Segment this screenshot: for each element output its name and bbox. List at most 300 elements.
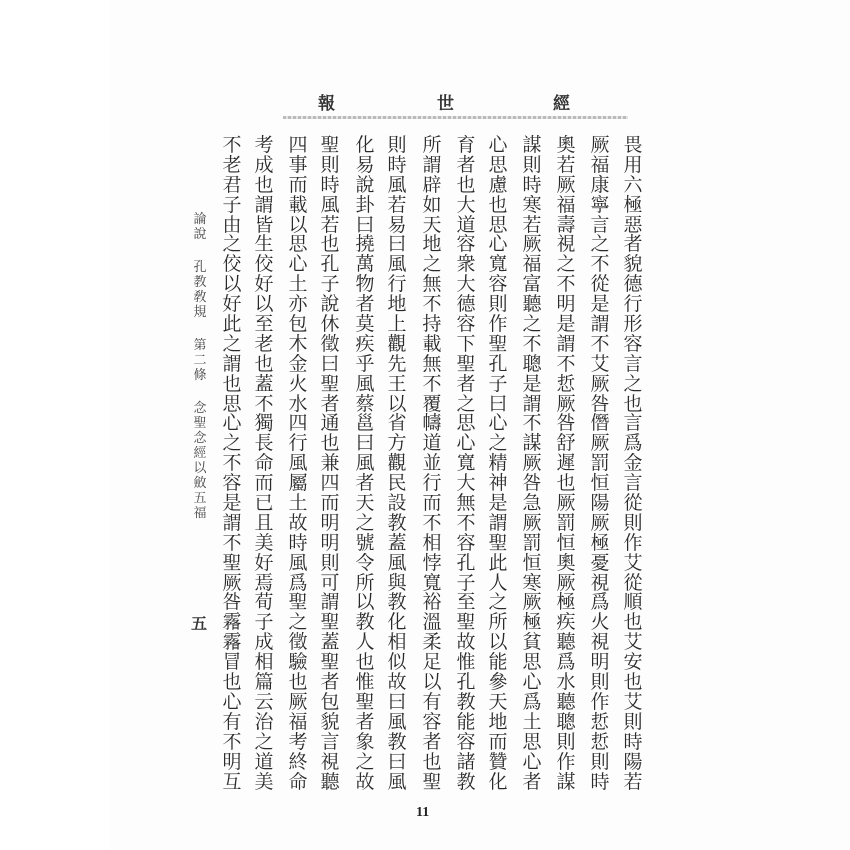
- text-char: 風: [355, 372, 375, 395]
- text-char: 言: [623, 352, 643, 375]
- text-char: 成: [254, 153, 274, 176]
- text-char: 寧: [590, 193, 610, 216]
- text-char: 者: [355, 293, 375, 316]
- text-char: 則: [623, 710, 643, 733]
- text-char: 曰: [355, 432, 375, 455]
- footer-char: 念: [193, 431, 207, 446]
- text-char: 裕: [422, 591, 442, 614]
- text-char: 土: [288, 492, 308, 515]
- text-char: 說: [320, 293, 340, 316]
- text-char: 之: [556, 253, 576, 276]
- text-char: 已: [254, 492, 274, 515]
- text-char: 貌: [320, 710, 340, 733]
- text-char: 爲: [288, 571, 308, 594]
- text-char: 時: [623, 730, 643, 753]
- text-char: 悊: [590, 710, 610, 733]
- text-char: 言: [320, 730, 340, 753]
- text-char: 謂: [222, 352, 242, 375]
- text-char: 時: [387, 153, 407, 176]
- text-char: 之: [488, 591, 508, 614]
- text-char: 無: [422, 273, 442, 296]
- text-char: 大: [456, 273, 476, 296]
- text-char: 極: [590, 531, 610, 554]
- text-char: 以: [422, 671, 442, 694]
- text-char: 聽: [556, 631, 576, 654]
- text-char: 道: [254, 750, 274, 773]
- text-char: 孔: [320, 253, 340, 276]
- text-char: 好: [254, 273, 274, 296]
- text-char: 通: [320, 412, 340, 435]
- text-char: 驗: [288, 651, 308, 674]
- text-char: 子: [222, 193, 242, 216]
- text-char: 則: [590, 750, 610, 773]
- text-char: 考: [288, 730, 308, 753]
- text-char: 邕: [355, 412, 375, 435]
- text-char: 教: [387, 730, 407, 753]
- text-char: 作: [623, 531, 643, 554]
- text-char: 不: [422, 293, 442, 316]
- text-char: 幬: [422, 412, 442, 435]
- text-char: 老: [254, 332, 274, 355]
- text-char: 有: [222, 710, 242, 733]
- text-char: 皆: [254, 213, 274, 236]
- text-char: 聰: [522, 352, 542, 375]
- text-char: 神: [488, 472, 508, 495]
- text-char: 厥: [590, 134, 610, 156]
- text-char: 也: [488, 193, 508, 216]
- text-char: 之: [488, 432, 508, 455]
- text-char: 福: [590, 153, 610, 176]
- text-char: 地: [387, 293, 407, 316]
- text-char: 水: [556, 671, 576, 694]
- section-page-number: 五: [191, 614, 208, 633]
- text-char: 不: [556, 352, 576, 375]
- text-char: 不: [522, 332, 542, 355]
- text-column: [354, 136, 376, 792]
- text-char: 從: [623, 492, 643, 515]
- text-char: 先: [387, 352, 407, 375]
- text-char: 柔: [422, 631, 442, 654]
- text-char: 厥: [556, 392, 576, 415]
- text-char: 惟: [456, 651, 476, 674]
- text-char: 佼: [254, 253, 274, 276]
- text-char: 也: [254, 352, 274, 375]
- footer-char: 說: [193, 227, 207, 242]
- text-char: 民: [387, 472, 407, 495]
- text-char: 水: [288, 392, 308, 415]
- text-char: 思: [488, 153, 508, 176]
- text-char: 考: [254, 134, 274, 156]
- text-char: 爲: [590, 591, 610, 614]
- text-char: 相: [254, 651, 274, 674]
- text-column: [386, 136, 408, 792]
- text-char: 容: [456, 313, 476, 336]
- text-char: 聖: [488, 531, 508, 554]
- text-char: 寒: [522, 571, 542, 594]
- text-char: 心: [488, 412, 508, 435]
- text-char: 容: [222, 472, 242, 495]
- text-char: 是: [488, 492, 508, 515]
- text-column: [421, 136, 443, 792]
- text-char: 也: [456, 173, 476, 196]
- text-char: 厥: [522, 233, 542, 256]
- text-char: 者: [456, 372, 476, 395]
- text-char: 曰: [320, 352, 340, 375]
- text-char: 孔: [456, 671, 476, 694]
- text-char: 也: [320, 233, 340, 256]
- text-char: 載: [288, 193, 308, 216]
- text-char: 之: [456, 392, 476, 415]
- text-char: 此: [222, 313, 242, 336]
- text-char: 心: [288, 253, 308, 276]
- text-char: 亦: [288, 293, 308, 316]
- text-char: 衆: [456, 253, 476, 276]
- text-char: 時: [590, 770, 610, 793]
- running-footer-title: [192, 212, 208, 521]
- text-char: 以: [254, 293, 274, 316]
- header-char-shi: 世: [437, 94, 454, 114]
- text-char: 憂: [590, 551, 610, 574]
- footer-char: 斂: [193, 476, 207, 491]
- text-char: 也: [222, 372, 242, 395]
- header-rule: [283, 116, 628, 119]
- text-char: 聖: [320, 611, 340, 634]
- text-char: 從: [590, 273, 610, 296]
- text-char: 且: [254, 511, 274, 534]
- text-char: 聽: [522, 293, 542, 316]
- text-char: 視: [590, 571, 610, 594]
- text-char: 木: [288, 332, 308, 355]
- text-char: 思: [456, 412, 476, 435]
- text-char: 子: [254, 611, 274, 634]
- text-char: 也: [623, 392, 643, 415]
- text-char: 思: [222, 392, 242, 415]
- text-char: 不: [456, 511, 476, 534]
- text-char: 四: [288, 134, 308, 156]
- text-char: 風: [355, 452, 375, 475]
- text-column: [319, 136, 341, 792]
- text-char: 聖: [320, 372, 340, 395]
- text-char: 謀: [556, 770, 576, 793]
- text-char: 悖: [422, 551, 442, 574]
- text-char: 曰: [387, 690, 407, 713]
- text-char: 與: [387, 571, 407, 594]
- text-char: 以: [222, 273, 242, 296]
- text-char: 艾: [623, 551, 643, 574]
- text-char: 能: [456, 710, 476, 733]
- text-char: 長: [254, 432, 274, 455]
- text-char: 金: [288, 352, 308, 375]
- text-char: 爲: [556, 651, 576, 674]
- text-char: 不: [522, 412, 542, 435]
- text-char: 蓋: [254, 372, 274, 395]
- text-char: 之: [222, 233, 242, 256]
- text-char: 蓋: [320, 631, 340, 654]
- text-char: 則: [522, 153, 542, 176]
- text-char: 視: [590, 631, 610, 654]
- text-char: 者: [355, 710, 375, 733]
- text-char: 急: [522, 492, 542, 515]
- text-char: 心: [222, 412, 242, 435]
- text-char: 不: [254, 392, 274, 415]
- text-char: 順: [623, 591, 643, 614]
- text-char: 以: [355, 591, 375, 614]
- text-char: 冒: [222, 651, 242, 674]
- text-char: 無: [456, 492, 476, 515]
- text-char: 風: [387, 551, 407, 574]
- text-char: 福: [288, 710, 308, 733]
- text-char: 恒: [556, 531, 576, 554]
- text-char: 康: [590, 173, 610, 196]
- text-char: 有: [422, 690, 442, 713]
- text-char: 福: [556, 193, 576, 216]
- text-char: 故: [355, 770, 375, 793]
- text-char: 用: [623, 153, 643, 176]
- text-column: [487, 136, 509, 792]
- text-char: 觀: [387, 332, 407, 355]
- text-char: 聖: [320, 651, 340, 674]
- text-char: 而: [288, 173, 308, 196]
- text-char: 不: [422, 511, 442, 534]
- text-char: 思: [488, 213, 508, 236]
- text-char: 明: [320, 511, 340, 534]
- text-char: 德: [456, 293, 476, 316]
- text-char: 謂: [522, 392, 542, 415]
- text-char: 設: [387, 492, 407, 515]
- page-number: 11: [416, 805, 430, 820]
- text-char: 容: [488, 273, 508, 296]
- text-char: 天: [355, 492, 375, 515]
- text-char: 而: [320, 492, 340, 515]
- text-char: 咎: [556, 412, 576, 435]
- text-char: 令: [355, 551, 375, 574]
- text-char: 下: [456, 332, 476, 355]
- footer-char: 規: [193, 305, 207, 320]
- text-char: 厥: [522, 452, 542, 475]
- text-char: 厥: [556, 571, 576, 594]
- text-char: 也: [288, 671, 308, 694]
- text-char: 極: [556, 591, 576, 614]
- text-char: 明: [590, 651, 610, 674]
- text-char: 作: [556, 750, 576, 773]
- footer-char: 教: [193, 275, 207, 290]
- text-char: 福: [522, 253, 542, 276]
- text-char: 精: [488, 452, 508, 475]
- footer-char: 五: [193, 491, 207, 506]
- text-char: 咎: [522, 472, 542, 495]
- text-char: 容: [456, 531, 476, 554]
- text-char: 人: [488, 571, 508, 594]
- text-char: 悊: [590, 730, 610, 753]
- text-char: 子: [456, 571, 476, 594]
- text-char: 容: [456, 730, 476, 753]
- text-char: 行: [422, 472, 442, 495]
- text-char: 不: [422, 372, 442, 395]
- text-char: 風: [288, 452, 308, 475]
- text-char: 聖: [355, 690, 375, 713]
- text-char: 僭: [590, 412, 610, 435]
- text-char: 霿: [222, 611, 242, 634]
- text-column: [521, 136, 543, 792]
- text-char: 貧: [522, 631, 542, 654]
- text-char: 教: [387, 591, 407, 614]
- text-char: 謂: [488, 511, 508, 534]
- text-char: 視: [320, 750, 340, 773]
- text-char: 蔡: [355, 392, 375, 415]
- text-char: 則: [556, 730, 576, 753]
- footer-char: 敎: [193, 290, 207, 305]
- text-char: 持: [422, 313, 442, 336]
- text-char: 四: [288, 412, 308, 435]
- text-char: 言: [590, 213, 610, 236]
- text-char: 物: [355, 273, 375, 296]
- text-char: 者: [623, 233, 643, 256]
- text-char: 之: [355, 750, 375, 773]
- text-char: 言: [623, 472, 643, 495]
- text-char: 遲: [556, 452, 576, 475]
- text-char: 心: [488, 134, 508, 156]
- text-char: 若: [522, 213, 542, 236]
- text-char: 教: [387, 511, 407, 534]
- text-char: 悊: [556, 372, 576, 395]
- text-char: 謀: [522, 134, 542, 156]
- text-char: 以: [488, 631, 508, 654]
- text-char: 聖: [422, 770, 442, 793]
- text-char: 霿: [222, 631, 242, 654]
- header-char-bao: 報: [318, 94, 335, 114]
- text-char: 天: [422, 213, 442, 236]
- text-char: 所: [422, 134, 442, 156]
- text-char: 卦: [355, 193, 375, 216]
- text-char: 云: [254, 690, 274, 713]
- text-char: 厥: [522, 511, 542, 534]
- text-char: 時: [320, 173, 340, 196]
- text-char: 也: [320, 432, 340, 455]
- text-char: 思: [288, 233, 308, 256]
- text-char: 所: [355, 571, 375, 594]
- text-char: 是: [590, 293, 610, 316]
- text-char: 如: [422, 193, 442, 216]
- text-char: 言: [623, 412, 643, 435]
- text-char: 者: [320, 392, 340, 415]
- text-char: 土: [288, 273, 308, 296]
- text-char: 容: [422, 710, 442, 733]
- text-char: 從: [623, 571, 643, 594]
- text-char: 則: [623, 511, 643, 534]
- footer-char: 二: [193, 353, 207, 368]
- footer-char: 念: [193, 401, 207, 416]
- text-char: 育: [456, 134, 476, 156]
- text-char: 也: [254, 173, 274, 196]
- text-char: 厥: [522, 591, 542, 614]
- text-char: 莫: [355, 313, 375, 336]
- text-char: 風: [387, 770, 407, 793]
- text-char: 生: [254, 233, 274, 256]
- text-char: 而: [422, 492, 442, 515]
- text-char: 形: [623, 313, 643, 336]
- text-char: 之: [623, 372, 643, 395]
- text-column: [555, 136, 577, 792]
- footer-char: [192, 383, 208, 401]
- text-char: 行: [623, 293, 643, 316]
- text-char: 地: [422, 233, 442, 256]
- text-char: 聖: [222, 551, 242, 574]
- text-char: 可: [320, 571, 340, 594]
- text-char: 天: [488, 690, 508, 713]
- text-char: 也: [422, 750, 442, 773]
- text-char: 奧: [556, 134, 576, 156]
- text-column: [622, 136, 644, 792]
- text-char: 地: [488, 710, 508, 733]
- text-char: 火: [590, 611, 610, 634]
- text-char: 視: [556, 233, 576, 256]
- text-char: 是: [556, 313, 576, 336]
- text-char: 安: [623, 651, 643, 674]
- text-char: 化: [355, 134, 375, 156]
- text-char: 金: [623, 452, 643, 475]
- text-char: 行: [288, 432, 308, 455]
- text-char: 謀: [522, 432, 542, 455]
- text-char: 徵: [320, 332, 340, 355]
- text-char: 風: [387, 253, 407, 276]
- text-char: 不: [222, 730, 242, 753]
- text-char: 奧: [556, 551, 576, 574]
- text-char: 謂: [320, 591, 340, 614]
- text-char: 明: [222, 750, 242, 773]
- text-char: 獨: [254, 412, 274, 435]
- text-char: 慮: [488, 173, 508, 196]
- footer-char: 第: [193, 338, 207, 353]
- text-char: 則: [387, 134, 407, 156]
- text-char: 咎: [222, 591, 242, 614]
- text-char: 則: [488, 293, 508, 316]
- text-char: 罰: [522, 531, 542, 554]
- text-char: 疾: [556, 611, 576, 634]
- text-char: 終: [288, 750, 308, 773]
- text-char: 心: [522, 750, 542, 773]
- text-char: 曰: [387, 233, 407, 256]
- text-char: 陽: [590, 492, 610, 515]
- text-char: 諸: [456, 750, 476, 773]
- text-char: 蓋: [387, 531, 407, 554]
- text-char: 包: [320, 690, 340, 713]
- text-char: 厥: [556, 173, 576, 196]
- text-char: 陽: [623, 750, 643, 773]
- text-char: 則: [320, 551, 340, 574]
- text-char: 罰: [556, 511, 576, 534]
- text-char: 命: [288, 770, 308, 793]
- text-char: 覆: [422, 392, 442, 415]
- text-char: 互: [222, 770, 242, 793]
- text-char: 方: [387, 432, 407, 455]
- text-char: 謂: [222, 511, 242, 534]
- text-char: 事: [288, 153, 308, 176]
- text-char: 道: [422, 432, 442, 455]
- text-char: 子: [320, 273, 340, 296]
- text-char: 徵: [288, 631, 308, 654]
- text-char: 乎: [355, 352, 375, 375]
- text-column: [287, 136, 309, 792]
- text-char: 足: [422, 651, 442, 674]
- text-char: 至: [254, 313, 274, 336]
- text-char: 舒: [556, 432, 576, 455]
- text-char: 荀: [254, 591, 274, 614]
- footer-char: 孔: [193, 260, 207, 275]
- text-char: 爲: [522, 690, 542, 713]
- text-char: 者: [456, 153, 476, 176]
- text-char: 此: [488, 551, 508, 574]
- text-char: 省: [387, 412, 407, 435]
